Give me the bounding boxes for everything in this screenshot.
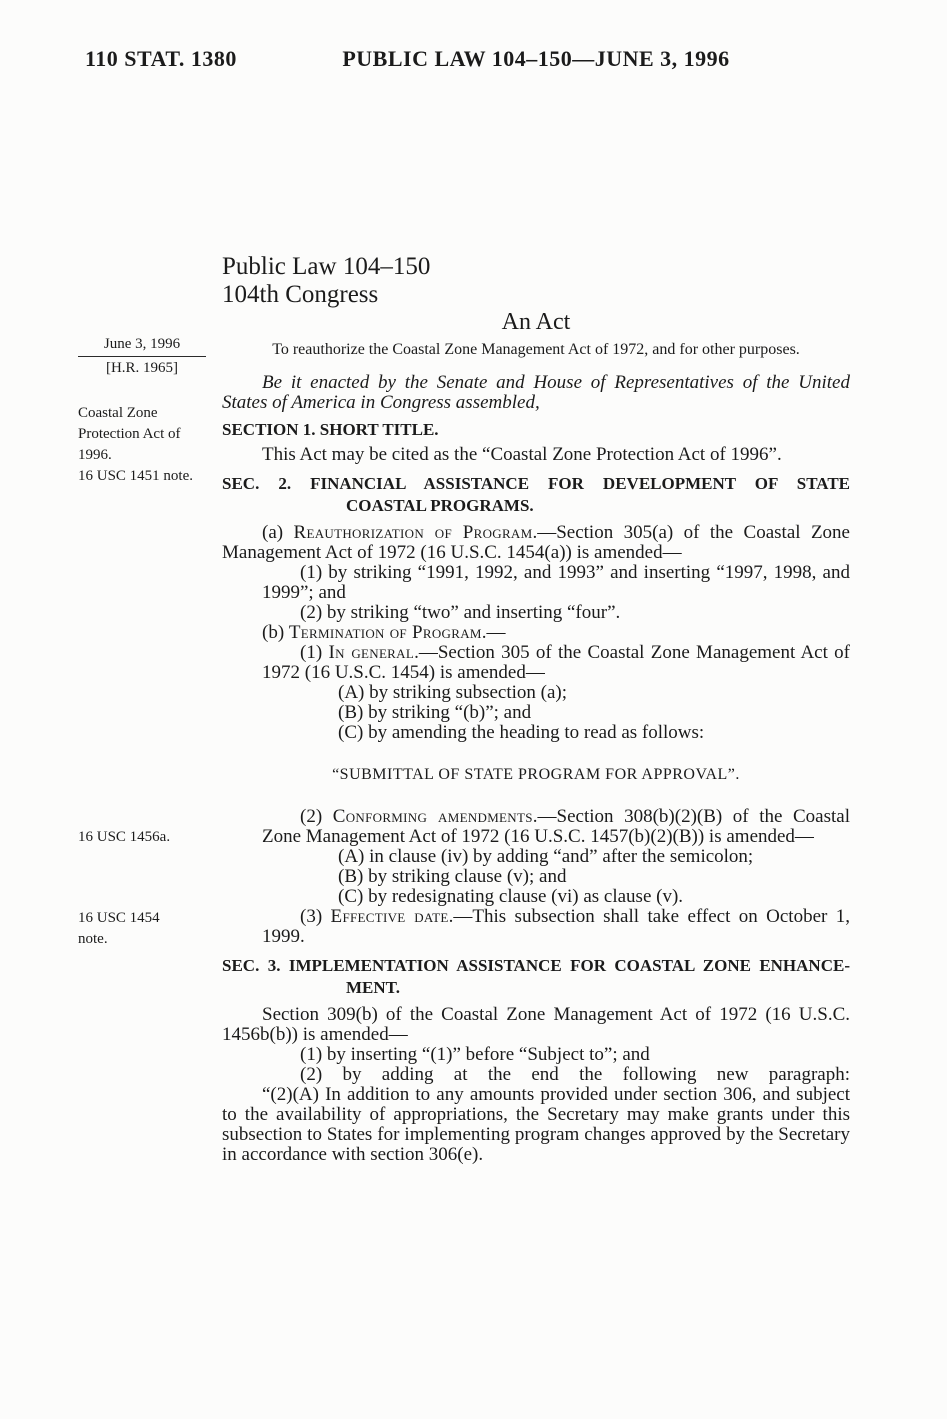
section3-item1: (1) by inserting “(1)” before “Subject to”; and <box>300 1044 650 1065</box>
paragraph-b: (b) Termination of Program.— <box>262 622 506 643</box>
body-column <box>78 116 851 1165</box>
congress-line: 104th Congress <box>222 281 379 308</box>
section1-text: This Act may be cited as the “Coastal Zone Protection Act of 1996”. <box>262 444 782 465</box>
item-b2A: (A) in clause (iv) by adding “and” after the semicolon; <box>338 846 754 867</box>
section3-heading <box>222 955 850 999</box>
section3-heading-line1: SEC. 3. IMPLEMENTATION ASSISTANCE FOR COASTAL ZONE ENHANCE- <box>222 956 850 975</box>
usc-note-1456a: 16 USC 1456a. <box>78 829 171 845</box>
item-b2B: (B) by striking clause (v); and <box>338 866 567 887</box>
margin-note-date-block <box>78 335 206 378</box>
item-b1A: (A) by striking subsection (a); <box>338 682 568 703</box>
purpose-line-wrap <box>103 336 850 376</box>
item-b3: (3) Effective date.—This subsection shall take effect on October 1, 1999. 16 USC 1454 note. <box>262 907 850 947</box>
bill-number: [H.R. 1965] <box>105 360 179 376</box>
usc-note-1451: 16 USC 1451 note. <box>78 468 194 484</box>
stat-citation: 110 STAT. 1380 <box>85 46 237 71</box>
section1-heading: SECTION 1. SHORT TITLE. <box>222 420 439 439</box>
margin-note-short-title-block <box>78 403 208 487</box>
item-a2: (2) by striking “two” and inserting “four”. <box>300 602 621 623</box>
date-rule <box>78 356 206 357</box>
item-b2: (2) Conforming amendments.—Section 308(b)(2)(B) of the Coastal Zone Management Act of 1972 (16 U.S.C. 1457(b)(2)(B)) is amended— 16 USC 1456a. <box>78 806 851 847</box>
section2-heading-line1: SEC. 2. FINANCIAL ASSISTANCE FOR DEVELOPMENT OF STATE <box>222 474 850 493</box>
paragraph-a: (a) Reauthorization of Program.—Section 305(a) of the Coastal Zone Management Act of 1972 (16 U.S.C. 1454(a)) is amended— <box>222 522 850 563</box>
law-heading <box>222 253 850 309</box>
item-b1: (1) In general.—Section 305 of the Coastal Zone Management Act of 1972 (16 U.S.C. 1454) is amended— <box>262 642 850 683</box>
short-title-note: Coastal Zone Protection Act of 1996. <box>78 405 181 463</box>
section3-quoted-paragraph: “(2)(A) In addition to any amounts provided under section 306, and subject to the availability of appropriations, the Secretary may make grants under this subsection to States for implementing program changes approved by the Secretary in accordance with section 306(e). <box>222 1084 850 1165</box>
item-b2C: (C) by redesignating clause (vi) as clause (v). <box>338 886 684 907</box>
section2-heading-line2: COASTAL PROGRAMS. <box>346 496 534 515</box>
law-number: Public Law 104–150 <box>222 253 431 280</box>
purpose-line: To reauthorize the Coastal Zone Management Act of 1972, and for other purposes. <box>272 341 800 358</box>
running-head-law-title: PUBLIC LAW 104–150—JUNE 3, 1996 <box>342 46 730 71</box>
section2-heading <box>222 473 850 517</box>
item-a1: (1) by striking “1991, 1992, and 1993” and inserting “1997, 1998, and 1999”; and <box>262 562 850 603</box>
item-b1B: (B) by striking “(b)”; and <box>338 702 532 723</box>
quoted-heading: “SUBMITTAL OF STATE PROGRAM FOR APPROVAL”. <box>332 766 740 783</box>
item-b1C: (C) by amending the heading to read as follows: <box>338 722 705 743</box>
enactment-date: June 3, 1996 <box>103 336 181 352</box>
page-header <box>0 0 947 116</box>
section3-intro: Section 309(b) of the Coastal Zone Management Act of 1972 (16 U.S.C. 1456b(b)) is amended— <box>222 1004 850 1045</box>
act-heading: An Act <box>501 309 571 335</box>
enacting-clause: Be it enacted by the Senate and House of Representatives of the United States of America in Congress assembled, Coastal Zone Protection Act of 1996. 16 USC 1451 note. <box>222 373 850 413</box>
section3-heading-line2: MENT. <box>346 978 400 997</box>
usc-note-1454: 16 USC 1454 note. <box>78 910 160 947</box>
section3-item2: (2) by adding at the end the following new paragraph: <box>300 1064 850 1085</box>
